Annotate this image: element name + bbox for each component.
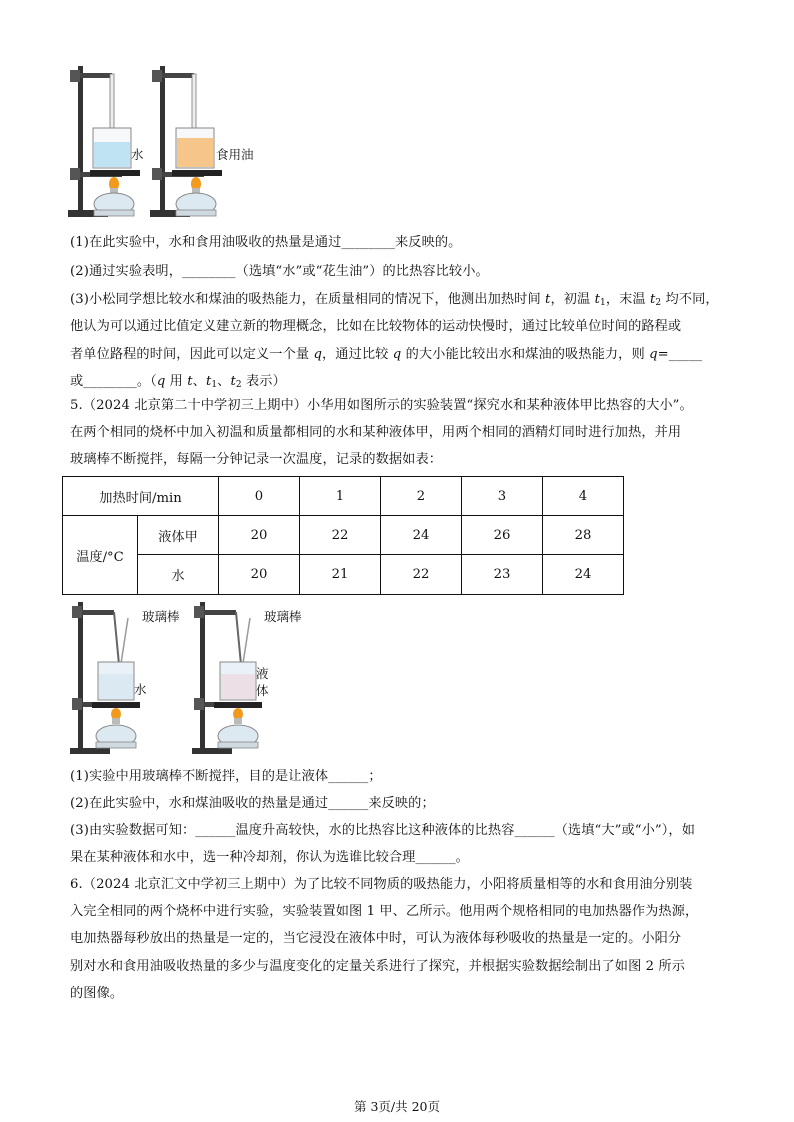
q4-part2: (2)通过实验表明，________（选填“水”或“花生油”）的比热容比较小。 bbox=[70, 264, 489, 279]
q6-line2: 入完全相同的两个烧杯中进行实验，实验装置如图 1 甲、乙所示。他用两个规格相同的电加热器作为热源， bbox=[70, 904, 699, 919]
table-cell: 21 bbox=[300, 555, 381, 595]
q4-part3-line1: (3)小松同学想比较水和煤油的吸热能力，在质量相同的情况下，他测出加热时间 t，初温 $t_1$，末温 $t_2$ 均不同， bbox=[70, 292, 719, 308]
figure-water-oil-apparatus bbox=[66, 60, 246, 225]
table-row-name: 液体甲 bbox=[138, 516, 219, 555]
table-time-cell: 2 bbox=[381, 477, 462, 516]
table-row bbox=[63, 555, 624, 595]
q4-part3-line2: 他认为可以通过比值定义建立新的物理概念，比如在比较物体的运动快慢时，通过比较单位时间的路程或 bbox=[70, 319, 682, 334]
label-liquid-1: 液 bbox=[256, 666, 269, 681]
label-liquid-2: 体 bbox=[256, 683, 269, 698]
temperature-table bbox=[62, 476, 624, 595]
table-cell: 20 bbox=[219, 516, 300, 555]
q5-sub3-line1: (3)由实验数据可知：______温度升高较快，水的比热容比这种液体的比热容______（选填“大”或“小”），如 bbox=[70, 823, 695, 838]
table-cell: 24 bbox=[381, 516, 462, 555]
beaker-oil bbox=[176, 128, 214, 168]
label-oil: 食用油 bbox=[216, 147, 254, 162]
table-cell: 23 bbox=[462, 555, 543, 595]
table-time-cell: 4 bbox=[543, 477, 624, 516]
table-cell: 22 bbox=[300, 516, 381, 555]
table-cell: 20 bbox=[219, 555, 300, 595]
label-glass-rod-2: 玻璃棒 bbox=[264, 609, 302, 624]
label-water-2: 水 bbox=[134, 682, 147, 697]
table-group-label: 温度/°C bbox=[63, 516, 138, 595]
q5-line1: 5.（2024 北京第二十中学初三上期中）小华用如图所示的实验装置“探究水和某种液体甲比热容的大小”。 bbox=[70, 398, 693, 413]
q4-part3-line4: 或________。（q 用 t、$t_1$、$t_2$ 表示） bbox=[70, 374, 286, 390]
table-row-name: 水 bbox=[138, 555, 219, 595]
table-cell: 24 bbox=[543, 555, 624, 595]
q6-line4: 别对水和食用油吸收热量的多少与温度变化的定量关系进行了探究，并根据实验数据绘制出了如图 2 所示 bbox=[70, 959, 686, 974]
table-cell: 22 bbox=[381, 555, 462, 595]
beaker-water bbox=[93, 128, 131, 168]
table-cell: 26 bbox=[462, 516, 543, 555]
burner-right bbox=[176, 177, 216, 216]
table-cell: 28 bbox=[543, 516, 624, 555]
page-footer: 第 3页/共 20页 bbox=[353, 1099, 441, 1114]
q6-line3: 电加热器每秒放出的热量是一定的，当它浸没在液体中时，可认为液体每秒吸收的热量是一定的。小阳分 bbox=[70, 931, 682, 946]
q6-line5: 的图像。 bbox=[70, 986, 124, 1001]
table-time-cell: 0 bbox=[219, 477, 300, 516]
q5-line2: 在两个相同的烧杯中加入初温和质量都相同的水和某种液体甲，用两个相同的酒精灯同时进行加热，并用 bbox=[70, 425, 682, 440]
table-time-cell: 1 bbox=[300, 477, 381, 516]
table-row bbox=[63, 516, 624, 555]
q6-line1: 6.（2024 北京汇文中学初三上期中）为了比较不同物质的吸热能力，小阳将质量相等的水和食用油分别装 bbox=[70, 877, 693, 892]
label-water: 水 bbox=[131, 147, 144, 162]
label-glass-rod-1: 玻璃棒 bbox=[142, 609, 180, 624]
q5-sub1: (1)实验中用玻璃棒不断搅拌，目的是让液体______； bbox=[70, 769, 382, 784]
q5-line3: 玻璃棒不断搅拌，每隔一分钟记录一次温度，记录的数据如表： bbox=[70, 452, 443, 467]
q5-sub3-line2: 果在某种液体和水中，选一种冷却剂，你认为选谁比较合理______。 bbox=[70, 850, 469, 865]
table-row bbox=[63, 477, 624, 516]
burner-left bbox=[94, 177, 134, 216]
q5-sub2: (2)在此实验中，水和煤油吸收的热量是通过______来反映的； bbox=[70, 796, 435, 811]
q4-part1: (1)在此实验中，水和食用油吸收的热量是通过________来反映的。 bbox=[70, 235, 462, 250]
table-header-label: 加热时间/min bbox=[63, 477, 219, 516]
q4-part3-line3: 者单位路程的时间，因此可以定义一个量 q，通过比较 q 的大小能比较出水和煤油的吸热能力，则 q=_____ bbox=[70, 347, 703, 362]
table-time-cell: 3 bbox=[462, 477, 543, 516]
